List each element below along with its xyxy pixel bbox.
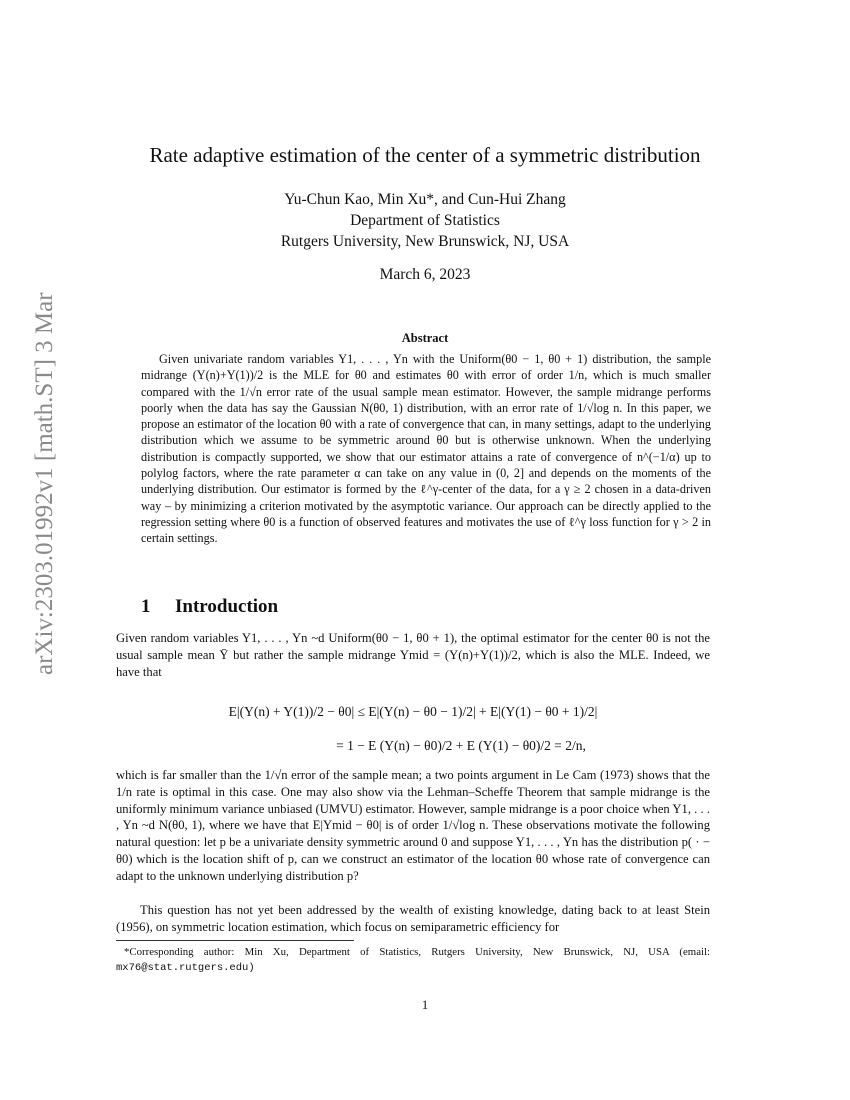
arxiv-stamp-text: arXiv:2303.01992v1 [math.ST] 3 Mar 2023 (31, 285, 58, 675)
paragraph-line: This question has not yet been addressed by the wealth of existing knowledge, dating back to (140, 903, 637, 917)
paper-date: March 6, 2023 (379, 266, 471, 283)
paragraph-line: which is far smaller than the 1/√n error of the sample mean; a two points argument in Le Cam (1973) (116, 768, 634, 782)
abstract-line: Our estimator is formed by the ℓ^γ-center of the data, for a γ ≥ 2 chosen in a data-driven way – by (141, 482, 712, 513)
equation-line-1: E|(Y(n) + Y(1))/2 − θ0| ≤ E|(Y(n) − θ0 − 1)/2| + E|(Y(1) − θ0 + 1)/2| (228, 704, 598, 719)
paragraph-2 (116, 767, 710, 885)
paragraph-3 (116, 902, 710, 936)
page-number: 1 (421, 998, 429, 1012)
paragraph-line: sample midrange is a poor choice when Y1, . . . , Yn ~d N(θ0, 1), where we have that E|Ymid − θ0| is (116, 801, 710, 833)
abstract-line: midrange performs poorly when the data has say the Gaussian N(θ0, 1) distribution, with an error (141, 384, 711, 415)
abstract-line: Given univariate random variables Y1, . . . , Yn with the Uniform(θ0 − 1, θ0 + 1) distribution, the (159, 352, 672, 366)
abstract-body (141, 351, 711, 547)
abstract-line: smaller compared with the 1/√n error rate of the usual sample mean estimator. However, the sample (141, 368, 712, 399)
abstract-heading: Abstract (401, 331, 449, 345)
abstract-line: parameter α can take on any value in (0, 2] and depends on the moments of the underlying distribution. (141, 466, 712, 497)
arxiv-stamp (6, 285, 68, 675)
abstract-line: that can, in many settings, adapt to the underlying distribution which we assume to be symmetric (141, 417, 711, 448)
abstract-line: function for γ > 2 in certain settings. (141, 514, 711, 546)
paragraph-line: that sample midrange is the uniformly minimum variance unbiased (UMVU) estimator. However, (116, 784, 710, 816)
abstract-line: rate of 1/√log n. In this paper, we propose an estimator of the location θ0 with a rate of convergence (141, 400, 711, 432)
abstract-line: to the regression setting where θ0 is a function of observed features and motivates the use of ℓ^γ loss (141, 498, 712, 529)
intro-line: Given random variables Y1, . . . , Yn ~d Uniform(θ0 − 1, θ0 + 1), the optimal estimator for the center θ0 (116, 631, 659, 645)
paragraph-line: of order 1/√log n. These observations motivate the following natural question: let p be a univariate (116, 818, 711, 850)
department: Department of Statistics (350, 212, 500, 229)
abstract-line: minimizing a criterion motivated by the asymptotic variance. Our approach can be directly applied (190, 498, 680, 513)
paragraph-line: at least Stein (1956), on symmetric location estimation, which focus on semiparametric efficiency for (116, 903, 711, 934)
abstract-line: sample midrange (Y(n)+Y(1))/2 is the MLE for θ0 and estimates θ0 with error of order 1/n, which is much (141, 352, 711, 383)
intro-line: MLE. Indeed, we have that (116, 647, 710, 679)
author-block (80, 189, 770, 252)
abstract-line: show that our estimator attains a rate of convergence of n^(−1/α) up to polylog factors, where the rate (141, 449, 711, 481)
authors: Yu-Chun Kao, Min Xu*, and Cun-Hui Zhang (284, 191, 566, 208)
equation-line-2: = 1 − E (Y(n) − θ0)/2 + E (Y(1) − θ0)/2 = 2/n, (336, 738, 586, 753)
footnote (116, 945, 710, 975)
section-title: Introduction (175, 596, 279, 617)
paragraph-line: shows that the 1/n rate is optimal in this case. One may also show via the Lehman–Scheffe Theorem (116, 768, 711, 799)
section-heading (141, 596, 278, 618)
footnote-email-line: mx76@stat.rutgers.edu) (116, 961, 255, 974)
intro-line: is not the usual sample mean Ȳ but rather the sample midrange Ymid = (Y(n)+Y(1))/2, which is also the (116, 631, 710, 662)
paper-title: Rate adaptive estimation of the center of a symmetric distribution (149, 143, 701, 167)
display-equation (116, 690, 710, 762)
abstract-line: around θ0 but is otherwise unknown. When the underlying distribution is compactly supported, we (141, 433, 711, 464)
footnote-rule (116, 940, 354, 941)
intro-paragraph (116, 630, 710, 680)
footnote-line: *Corresponding author: Min Xu, Department of Statistics, Rutgers University, New Brunswick, NJ, USA (email: (124, 946, 710, 958)
section-number: 1 (141, 596, 151, 617)
university: Rutgers University, New Brunswick, NJ, USA (280, 233, 570, 250)
paragraph-line: shift of p, can we construct an estimator of the location θ0 whose rate of convergence can adapt to the (116, 851, 711, 883)
paragraph-line: unknown underlying distribution p? (177, 868, 359, 883)
paragraph-line: density symmetric around 0 and suppose Y1, . . . , Yn has the distribution p( · − θ0) which is the location (116, 835, 710, 866)
